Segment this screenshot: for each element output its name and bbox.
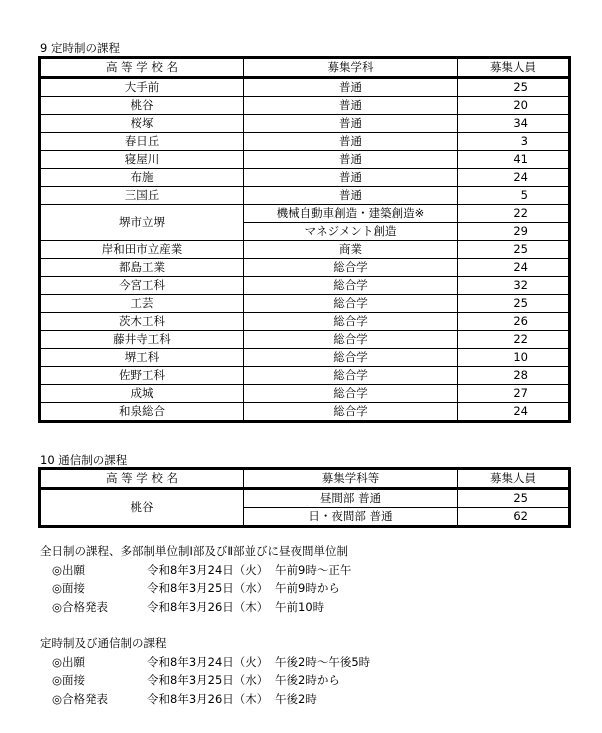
- count: 20: [458, 97, 570, 115]
- correspondence-table: [38, 467, 571, 528]
- header-dept: 募集学科: [244, 58, 458, 78]
- table-row: [40, 313, 570, 331]
- table-row: [40, 349, 570, 367]
- table-row: [40, 385, 570, 403]
- schedule-time: 午前9時から: [275, 581, 340, 595]
- header-count: 募集人員: [458, 58, 570, 78]
- dept-name: 総合学: [244, 367, 458, 385]
- count: 3: [458, 133, 570, 151]
- table-header-row: [40, 469, 570, 489]
- school-name: 茨木工科: [40, 313, 244, 331]
- schedule-item: [40, 561, 351, 580]
- table-row: [40, 241, 570, 259]
- count: 41: [458, 151, 570, 169]
- schedule-time: 午後2時: [275, 691, 317, 706]
- count: 29: [458, 223, 570, 241]
- schedule-item: [40, 598, 351, 617]
- school-name: 桃谷: [40, 489, 244, 527]
- dept-name: 総合学: [244, 403, 458, 422]
- dept-name: 昼間部 普通: [244, 489, 458, 508]
- dept-name: 普通: [244, 169, 458, 187]
- table-row: [40, 403, 570, 422]
- table-row: [40, 187, 570, 205]
- table-row: [40, 367, 570, 385]
- schedule-time: 午前10時: [275, 599, 325, 614]
- dept-name: マネジメント創造: [244, 223, 458, 241]
- schedule-label: ◎合格発表: [52, 691, 109, 706]
- school-name: 堺工科: [40, 349, 244, 367]
- count: 25: [458, 295, 570, 313]
- school-name: 成城: [40, 385, 244, 403]
- count: 25: [458, 489, 570, 508]
- count: 32: [458, 277, 570, 295]
- school-name: 佐野工科: [40, 367, 244, 385]
- count: 25: [458, 241, 570, 259]
- dept-name: 普通: [244, 115, 458, 133]
- school-name: 布施: [40, 169, 244, 187]
- count: 27: [458, 385, 570, 403]
- dept-name: 普通: [244, 151, 458, 169]
- dept-name: 普通: [244, 97, 458, 115]
- count: 24: [458, 169, 570, 187]
- part-time-section-title: 9 定時制の課程: [40, 41, 120, 55]
- table-row: [40, 331, 570, 349]
- dept-name: 総合学: [244, 277, 458, 295]
- schedule-date: 令和8年3月25日（水）: [147, 673, 269, 687]
- table-row: [40, 277, 570, 295]
- header-count: 募集人員: [458, 469, 570, 489]
- dept-name: 普通: [244, 78, 458, 97]
- schedule-date: 令和8年3月26日（木）: [147, 599, 269, 614]
- table-row: [40, 151, 570, 169]
- count: 5: [458, 187, 570, 205]
- dept-name: 日・夜間部 普通: [244, 508, 458, 527]
- table-header-row: [40, 58, 570, 78]
- school-name: 堺市立堺: [40, 205, 244, 241]
- schedule-time: 午後2時から: [275, 673, 340, 687]
- count: 22: [458, 205, 570, 223]
- school-name: 大手前: [40, 78, 244, 97]
- dept-name: 機械自動車創造・建築創造※: [244, 205, 458, 223]
- schedule-label: ◎出願: [52, 562, 86, 577]
- school-name: 寝屋川: [40, 151, 244, 169]
- table-row: [40, 133, 570, 151]
- school-name: 春日丘: [40, 133, 244, 151]
- dept-name: 普通: [244, 133, 458, 151]
- schedule-date: 令和8年3月24日（火）: [147, 562, 269, 577]
- school-name: 工芸: [40, 295, 244, 313]
- school-name: 桜塚: [40, 115, 244, 133]
- schedule-title: 定時制及び通信制の課程: [40, 636, 167, 650]
- schedule-date: 令和8年3月24日（火）: [147, 654, 269, 669]
- dept-name: 総合学: [244, 385, 458, 403]
- table-row: [40, 489, 570, 508]
- count: 26: [458, 313, 570, 331]
- count: 24: [458, 403, 570, 422]
- schedule-item: [40, 653, 370, 672]
- dept-name: 総合学: [244, 331, 458, 349]
- schedule-label: ◎面接: [52, 581, 86, 595]
- table-row: [40, 205, 570, 223]
- school-name: 今宮工科: [40, 277, 244, 295]
- school-name: 岸和田市立産業: [40, 241, 244, 259]
- schedule-label: ◎合格発表: [52, 599, 109, 614]
- dept-name: 総合学: [244, 313, 458, 331]
- part-time-table: [38, 56, 571, 423]
- dept-name: 普通: [244, 187, 458, 205]
- schedule-item: [40, 579, 351, 598]
- count: 62: [458, 508, 570, 527]
- header-school: 高 等 学 校 名: [40, 58, 244, 78]
- count: 24: [458, 259, 570, 277]
- schedule-date: 令和8年3月25日（水）: [147, 581, 269, 595]
- table-row: [40, 295, 570, 313]
- schedule-time: 午前9時～正午: [275, 562, 352, 577]
- schedule-label: ◎面接: [52, 673, 86, 687]
- schedule-full-time: [40, 542, 351, 616]
- table-row: [40, 169, 570, 187]
- count: 28: [458, 367, 570, 385]
- school-name: 藤井寺工科: [40, 331, 244, 349]
- schedule-time: 午後2時～午後5時: [275, 654, 371, 669]
- correspondence-section-title: 10 通信制の課程: [40, 453, 128, 467]
- count: 10: [458, 349, 570, 367]
- count: 34: [458, 115, 570, 133]
- schedule-title: 全日制の課程、多部制単位制Ⅰ部及びⅡ部並びに昼夜間単位制: [40, 544, 349, 558]
- school-name: 和泉総合: [40, 403, 244, 422]
- dept-name: 総合学: [244, 349, 458, 367]
- table-row: [40, 115, 570, 133]
- schedule-date: 令和8年3月26日（木）: [147, 691, 269, 706]
- dept-name: 総合学: [244, 295, 458, 313]
- school-name: 桃谷: [40, 97, 244, 115]
- header-dept: 募集学科等: [244, 469, 458, 489]
- table-row: [40, 78, 570, 97]
- table-row: [40, 97, 570, 115]
- dept-name: 総合学: [244, 259, 458, 277]
- schedule-part-time: [40, 634, 370, 708]
- schedule-item: [40, 690, 370, 709]
- school-name: 三国丘: [40, 187, 244, 205]
- header-school: 高 等 学 校 名: [40, 469, 244, 489]
- schedule-label: ◎出願: [52, 654, 86, 669]
- count: 25: [458, 78, 570, 97]
- count: 22: [458, 331, 570, 349]
- dept-name: 商業: [244, 241, 458, 259]
- schedule-item: [40, 671, 370, 690]
- table-row: [40, 259, 570, 277]
- school-name: 都島工業: [40, 259, 244, 277]
